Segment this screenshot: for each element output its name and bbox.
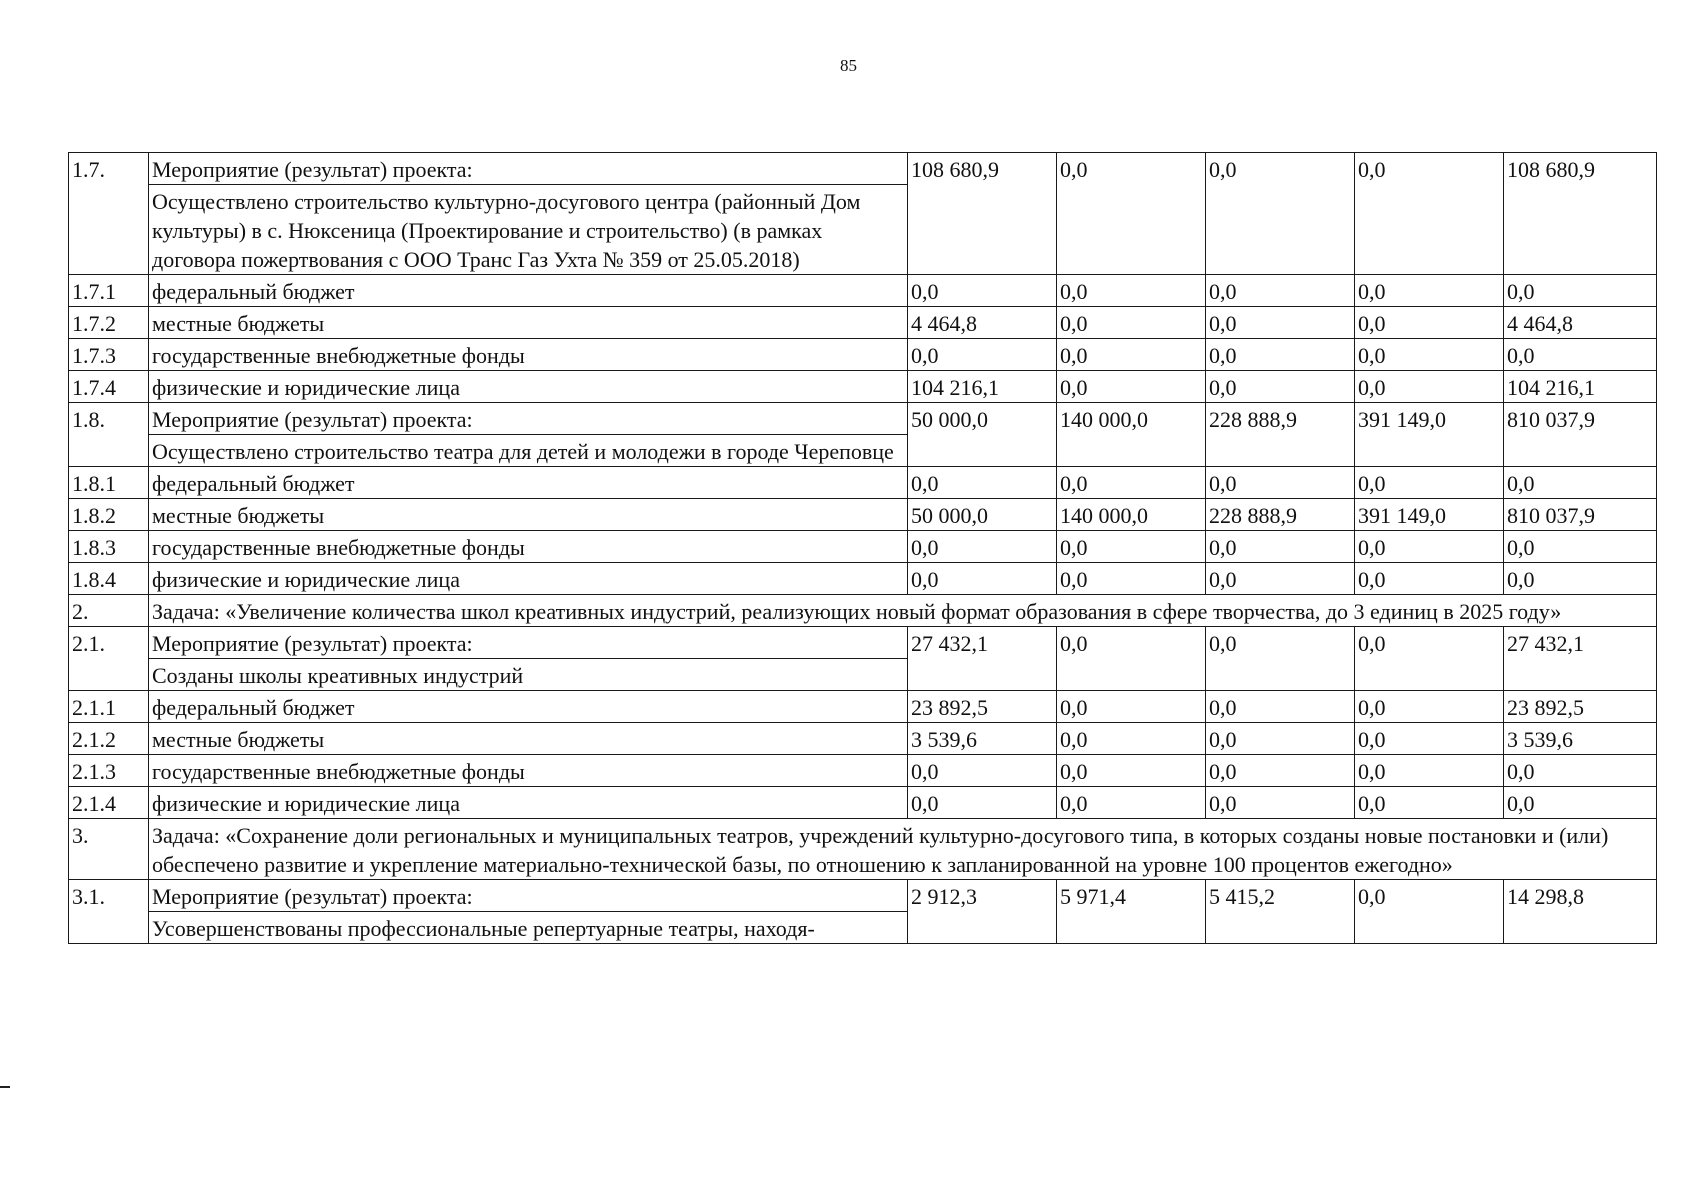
funding-row: [69, 723, 1657, 755]
value-cell: 0,0: [1057, 627, 1206, 691]
row-code: 1.7.: [69, 153, 149, 275]
value-cell: 0,0: [908, 275, 1057, 307]
row-code: 2.1.4: [69, 787, 149, 819]
value-cell: 810 037,9: [1504, 499, 1657, 531]
value-cell: 0,0: [1504, 467, 1657, 499]
budget-table: [68, 152, 1657, 944]
value-cell: 0,0: [908, 467, 1057, 499]
value-cell: 0,0: [1057, 339, 1206, 371]
row-code: 2.1.3: [69, 755, 149, 787]
value-cell: 140 000,0: [1057, 403, 1206, 467]
value-cell: 0,0: [1206, 691, 1355, 723]
row-code: 2.1.2: [69, 723, 149, 755]
row-code: 1.8.1: [69, 467, 149, 499]
value-cell: 0,0: [1355, 153, 1504, 275]
value-cell: 0,0: [1206, 467, 1355, 499]
value-cell: 391 149,0: [1355, 403, 1504, 467]
value-cell: 23 892,5: [908, 691, 1057, 723]
table-body: [69, 153, 1657, 944]
task-row: [69, 595, 1657, 627]
value-cell: 50 000,0: [908, 403, 1057, 467]
value-cell: 0,0: [1355, 275, 1504, 307]
value-cell: 14 298,8: [1504, 880, 1657, 944]
activity-row: [69, 403, 1657, 435]
funding-source: физические и юридические лица: [149, 371, 908, 403]
value-cell: 0,0: [1504, 275, 1657, 307]
row-code: 1.7.2: [69, 307, 149, 339]
value-cell: 0,0: [1057, 153, 1206, 275]
value-cell: 0,0: [1206, 339, 1355, 371]
value-cell: 0,0: [1355, 787, 1504, 819]
value-cell: 0,0: [1355, 531, 1504, 563]
funding-source: федеральный бюджет: [149, 275, 908, 307]
row-code: 1.7.4: [69, 371, 149, 403]
value-cell: 0,0: [1057, 691, 1206, 723]
value-cell: 0,0: [1504, 531, 1657, 563]
value-cell: 810 037,9: [1504, 403, 1657, 467]
funding-row: [69, 563, 1657, 595]
row-code: 3.1.: [69, 880, 149, 944]
value-cell: 0,0: [1504, 787, 1657, 819]
value-cell: 3 539,6: [1504, 723, 1657, 755]
funding-row: [69, 499, 1657, 531]
row-code: 1.8.3: [69, 531, 149, 563]
value-cell: 0,0: [1355, 691, 1504, 723]
value-cell: 0,0: [1057, 531, 1206, 563]
value-cell: 5 415,2: [1206, 880, 1355, 944]
value-cell: 0,0: [1206, 787, 1355, 819]
value-cell: 0,0: [1057, 371, 1206, 403]
value-cell: 0,0: [908, 531, 1057, 563]
task-text: Задача: «Увеличение количества школ креативных индустрий, реализующих новый формат образования в сфере творчества, до 3 единиц в 2025 году»: [149, 595, 1657, 627]
task-text: Задача: «Сохранение доли региональных и муниципальных театров, учреждений культурно-досугового типа, в которых созданы новые постановки и (или) обеспечено развитие и укрепление материально-технической базы, по отношению к запланированной на уровне 100 процентов ежегодно»: [149, 819, 1657, 880]
task-row: [69, 819, 1657, 880]
value-cell: 0,0: [1355, 467, 1504, 499]
value-cell: 50 000,0: [908, 499, 1057, 531]
funding-source: федеральный бюджет: [149, 691, 908, 723]
value-cell: 0,0: [1355, 371, 1504, 403]
value-cell: 140 000,0: [1057, 499, 1206, 531]
value-cell: 3 539,6: [908, 723, 1057, 755]
value-cell: 0,0: [1057, 307, 1206, 339]
activity-label: Мероприятие (результат) проекта:: [149, 627, 908, 659]
value-cell: 0,0: [1355, 627, 1504, 691]
value-cell: 104 216,1: [908, 371, 1057, 403]
value-cell: 0,0: [908, 339, 1057, 371]
value-cell: 0,0: [908, 787, 1057, 819]
value-cell: 27 432,1: [1504, 627, 1657, 691]
funding-row: [69, 755, 1657, 787]
activity-row: [69, 627, 1657, 659]
value-cell: 23 892,5: [1504, 691, 1657, 723]
value-cell: 108 680,9: [1504, 153, 1657, 275]
value-cell: 0,0: [1504, 755, 1657, 787]
row-code: 1.8.2: [69, 499, 149, 531]
funding-row: [69, 467, 1657, 499]
funding-row: [69, 531, 1657, 563]
value-cell: 0,0: [1057, 787, 1206, 819]
funding-source: государственные внебюджетные фонды: [149, 339, 908, 371]
value-cell: 0,0: [1057, 723, 1206, 755]
value-cell: 0,0: [1355, 880, 1504, 944]
row-code: 1.8.4: [69, 563, 149, 595]
funding-row: [69, 371, 1657, 403]
value-cell: 108 680,9: [908, 153, 1057, 275]
funding-source: государственные внебюджетные фонды: [149, 531, 908, 563]
value-cell: 0,0: [1206, 531, 1355, 563]
value-cell: 0,0: [1057, 755, 1206, 787]
activity-row: [69, 153, 1657, 185]
activity-description: Созданы школы креативных индустрий: [149, 659, 908, 691]
funding-source: физические и юридические лица: [149, 563, 908, 595]
value-cell: 0,0: [1057, 275, 1206, 307]
funding-row: [69, 691, 1657, 723]
value-cell: 4 464,8: [908, 307, 1057, 339]
funding-source: физические и юридические лица: [149, 787, 908, 819]
value-cell: 0,0: [1504, 339, 1657, 371]
row-code: 2.1.1: [69, 691, 149, 723]
value-cell: 5 971,4: [1057, 880, 1206, 944]
row-code: 1.7.3: [69, 339, 149, 371]
value-cell: 0,0: [1206, 755, 1355, 787]
activity-description: Осуществлено строительство культурно-досугового центра (районный Дом культуры) в с. Нюксеница (Проектирование и строительство) (в рамках договора пожертвования с ООО Транс Газ Ухта № 359 от 25.05.2018): [149, 185, 908, 275]
value-cell: 0,0: [1206, 153, 1355, 275]
value-cell: 228 888,9: [1206, 403, 1355, 467]
value-cell: 0,0: [1057, 467, 1206, 499]
funding-source: местные бюджеты: [149, 499, 908, 531]
value-cell: 0,0: [1206, 723, 1355, 755]
activity-description: Усовершенствованы профессиональные репертуарные театры, находя-: [149, 912, 908, 944]
funding-row: [69, 275, 1657, 307]
value-cell: 0,0: [1206, 275, 1355, 307]
value-cell: 0,0: [1206, 307, 1355, 339]
activity-label: Мероприятие (результат) проекта:: [149, 153, 908, 185]
value-cell: 228 888,9: [1206, 499, 1355, 531]
value-cell: 104 216,1: [1504, 371, 1657, 403]
activity-row: [69, 880, 1657, 912]
row-code: 2.1.: [69, 627, 149, 691]
activity-label: Мероприятие (результат) проекта:: [149, 880, 908, 912]
value-cell: 27 432,1: [908, 627, 1057, 691]
value-cell: 0,0: [908, 563, 1057, 595]
activity-description: Осуществлено строительство театра для детей и молодежи в городе Череповце: [149, 435, 908, 467]
funding-row: [69, 339, 1657, 371]
funding-row: [69, 787, 1657, 819]
value-cell: 0,0: [1057, 563, 1206, 595]
value-cell: 0,0: [1206, 627, 1355, 691]
funding-source: федеральный бюджет: [149, 467, 908, 499]
value-cell: 0,0: [1504, 563, 1657, 595]
funding-source: местные бюджеты: [149, 723, 908, 755]
funding-source: государственные внебюджетные фонды: [149, 755, 908, 787]
value-cell: 0,0: [1355, 563, 1504, 595]
funding-row: [69, 307, 1657, 339]
value-cell: 0,0: [1355, 755, 1504, 787]
value-cell: 0,0: [908, 755, 1057, 787]
row-code: 1.7.1: [69, 275, 149, 307]
margin-mark: [0, 1086, 10, 1088]
value-cell: 2 912,3: [908, 880, 1057, 944]
value-cell: 4 464,8: [1504, 307, 1657, 339]
funding-source: местные бюджеты: [149, 307, 908, 339]
value-cell: 0,0: [1355, 339, 1504, 371]
value-cell: 391 149,0: [1355, 499, 1504, 531]
page-number: 85: [840, 56, 857, 75]
value-cell: 0,0: [1206, 371, 1355, 403]
value-cell: 0,0: [1355, 723, 1504, 755]
activity-label: Мероприятие (результат) проекта:: [149, 403, 908, 435]
row-code: 3.: [69, 819, 149, 880]
row-code: 1.8.: [69, 403, 149, 467]
value-cell: 0,0: [1355, 307, 1504, 339]
value-cell: 0,0: [1206, 563, 1355, 595]
row-code: 2.: [69, 595, 149, 627]
